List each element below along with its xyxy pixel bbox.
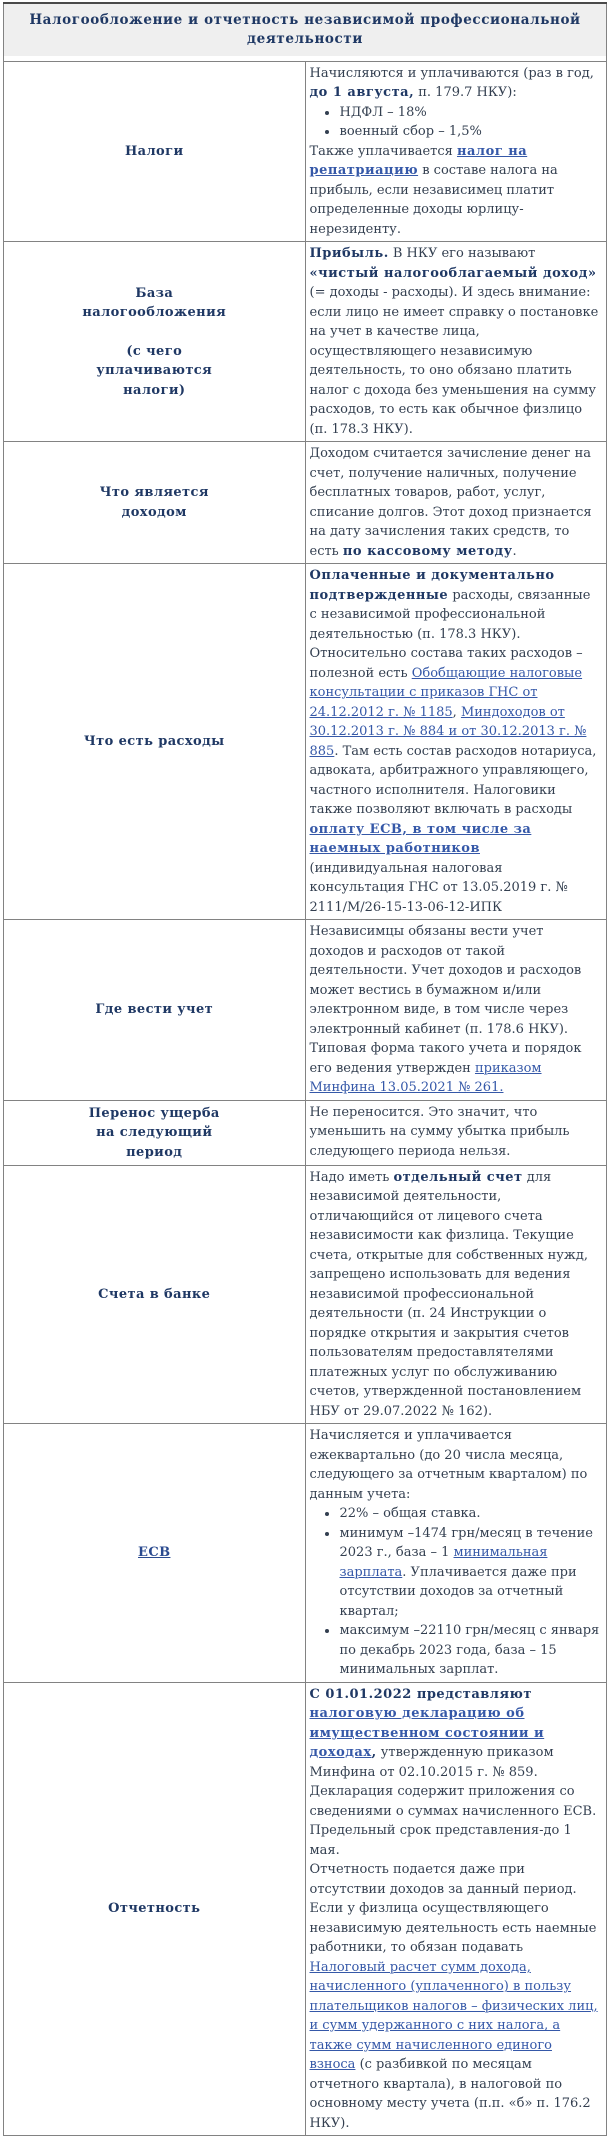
bullet-list xyxy=(310,1504,602,1680)
text: в составе налога на прибыль, если независимец платит определенные доходы юрлицу-нерезиденту. xyxy=(309,163,558,237)
title-cell xyxy=(4,3,607,61)
row-header-rashody xyxy=(4,564,306,920)
text: Если у физлица осуществляющего независимую деятельность есть наемные работники, то обязан подавать xyxy=(309,1901,597,1956)
row-content-otchet xyxy=(305,1682,607,2136)
row-header-esv xyxy=(4,1424,306,1683)
table-row-nalogi xyxy=(4,61,607,242)
paragraph xyxy=(310,244,602,439)
text: Независимцы обязаны вести учет доходов и расходов от такой деятельности. Учет доходов и расходов может вестись в бумажном и/или электронном виде, в том числе через электронный кабинет (п. 178.6 НКУ). Типовая форма такого учета и порядок его ведения утвержден xyxy=(309,924,582,1076)
link-minfin-order-261[interactable]: приказом Минфина 13.05.2021 № 261. xyxy=(309,1060,542,1096)
bold-text: отдельный счет xyxy=(393,1169,523,1185)
document-page xyxy=(3,2,607,2136)
text: Начисляются и уплачиваются (раз в год, xyxy=(309,65,594,81)
bold-text: Прибыль. xyxy=(309,246,389,262)
text: Также уплачивается xyxy=(309,143,457,159)
text: (с разбивкой по месяцам отчетного квартала), в налоговой по основному месту учета (п.п. «б» п. 176.2 НКУ). xyxy=(309,2057,591,2131)
text: Отчетность подается даже при отсутствии доходов за данный период. xyxy=(309,1862,577,1897)
table-row-baza xyxy=(4,242,607,442)
bullet-item xyxy=(339,103,602,123)
row-header-scheta xyxy=(4,1165,306,1424)
table-row-dohod xyxy=(4,442,607,564)
row-content-scheta xyxy=(305,1165,607,1424)
row-header-dohod xyxy=(4,442,306,564)
text: расходы, связанные с независимой профессиональной деятельностью (п. 178.3 НКУ). Относительно состава таких расходов – полезной есть xyxy=(309,587,591,681)
text: 22% – общая ставка. xyxy=(339,1506,481,1522)
header-line: Где вести учет xyxy=(95,1002,214,1018)
link-repatriation-tax[interactable]: налог на репатриацию xyxy=(309,143,528,179)
table-row-uchet xyxy=(4,920,607,1101)
header-line: доходом xyxy=(121,504,187,520)
row-content-baza xyxy=(305,242,607,442)
text: Надо иметь xyxy=(309,1169,394,1185)
link-esv-payment-expenses[interactable]: оплату ЕСВ, в том числе за наемных работников xyxy=(309,821,532,857)
text: Начисляется и уплачивается ежеквартально (до 20 числа месяца, следующего за отчетным кварталом) по данным учета: xyxy=(309,1428,588,1502)
text: , xyxy=(452,704,461,720)
header-line-gap xyxy=(7,323,302,342)
text: (индивидуальная налоговая консультация ГНС от 13.05.2019 г. № 2111/М/26-15-13-06-12-ИПК xyxy=(309,860,568,915)
row-header-perenos xyxy=(4,1100,306,1165)
text: максимум –22110 грн/месяц с января по декабрь 2023 года, база – 15 минимальных зарплат. xyxy=(339,1623,600,1678)
text: В НКУ его называют xyxy=(388,246,536,262)
bullet-item xyxy=(339,1524,602,1622)
bold-text: Оплаченные и документально подтвержденные xyxy=(309,568,555,603)
header-line: Перенос ущерба xyxy=(88,1105,220,1121)
row-content-dohod xyxy=(305,442,607,564)
bold-text: до 1 августа, xyxy=(309,85,415,101)
paragraph xyxy=(310,1860,602,1899)
header-line: налогообложения xyxy=(82,305,227,321)
text: . Там есть состав расходов нотариуса, адвоката, арбитражного управляющего, частного исполнителя. Налоговики также позволяют включать в расходы xyxy=(309,743,597,818)
paragraph xyxy=(310,142,602,240)
paragraph xyxy=(310,566,602,917)
table-row-rashody xyxy=(4,564,607,920)
bold-text: «чистый налогооблагаемый доход» xyxy=(309,265,597,281)
header-line: период xyxy=(126,1144,183,1160)
bold-text: по кассовому методу xyxy=(342,543,513,559)
header-line: ЕСВ xyxy=(138,1545,171,1561)
table-row-otchet xyxy=(4,1682,607,2136)
link-gns-order-1185[interactable]: Обобщающие налоговые консультации с приказов ГНС от 24.12.2012 г. № 1185 xyxy=(309,665,583,720)
paragraph xyxy=(310,1685,602,1861)
paragraph xyxy=(310,1426,602,1504)
table-body xyxy=(4,3,607,2136)
paragraph xyxy=(310,444,602,561)
title-row xyxy=(4,3,607,61)
text: (= доходы - расходы). И здесь внимание: если лицо не имеет справку о постановке на учет в качестве лица, осуществляющего независимую деятельность, то оно обязано платить налог с дохода без уменьшения на сумму расходов, то есть как обычное физлицо (п. 178.3 НКУ). xyxy=(309,285,599,437)
table-row-esv xyxy=(4,1424,607,1683)
text: . xyxy=(512,543,517,559)
bullet-item xyxy=(339,122,602,142)
header-line: Отчетность xyxy=(108,1901,201,1917)
bullet-item xyxy=(339,1621,602,1680)
text: п. 179.7 НКУ): xyxy=(414,85,517,101)
paragraph xyxy=(310,1899,602,2133)
row-content-rashody xyxy=(305,564,607,920)
row-header-baza xyxy=(4,242,306,442)
header-line: Счета в банке xyxy=(98,1286,211,1302)
bullet-list xyxy=(310,103,602,142)
text: НДФЛ – 18% xyxy=(339,104,427,120)
table-row-perenos xyxy=(4,1100,607,1165)
text: . Уплачивается даже при отсутствии доходов за отчетный квартал; xyxy=(339,1564,577,1619)
page-title: Налогообложение и отчетность независимой профессиональной деятельности xyxy=(4,4,606,56)
row-header-uchet xyxy=(4,920,306,1101)
table-row-scheta xyxy=(4,1165,607,1424)
row-header-otchet xyxy=(4,1682,306,2136)
bold-text: , xyxy=(371,1745,377,1761)
text: утвержденную приказом Минфина от 02.10.2015 г. № 859. Декларация содержит приложения со сведениями о суммах начисленного ЕСВ. Предельный срок представления-до 1 мая. xyxy=(309,1745,597,1858)
tax-reference-table xyxy=(3,2,607,2136)
row-content-esv xyxy=(305,1424,607,1683)
text: Не переносится. Это значит, что уменьшить на сумму убытка прибыль следующего периода нельзя. xyxy=(309,1104,570,1159)
row-header-nalogi xyxy=(4,61,306,242)
paragraph xyxy=(310,64,602,103)
text: для независимой деятельности, отличающийся от лицевого счета независимости как физлица. Текущие счета, открытые для собственных нужд, запрещено использовать для ведения независимой профессиональной деятельности (п. 24 Инструкции о порядке открытия и закрытия счетов пользователям предоставлятелями платежных услуг по обслуживанию счетов, утвержденной постановлением НБУ от 29.07.2022 № 162). xyxy=(309,1169,589,1419)
bold-text: С 01.01.2022 представляют xyxy=(309,1686,532,1702)
header-line: на следующий xyxy=(96,1125,213,1141)
link-minimal-wage[interactable]: минимальная зарплата xyxy=(339,1545,548,1580)
header-line: уплачиваются xyxy=(96,363,213,379)
text: минимум –1474 грн/месяц в течение 2023 г., база – 1 xyxy=(339,1525,593,1561)
header-line: (с чего xyxy=(126,343,183,359)
row-content-perenos xyxy=(305,1100,607,1165)
bullet-item xyxy=(339,1504,602,1524)
row-content-uchet xyxy=(305,920,607,1101)
link-mindohodov-884-885[interactable]: Миндоходов от 30.12.2013 г. № 884 и от 30.12.2013 г. № 885 xyxy=(309,704,587,759)
paragraph xyxy=(310,1168,602,1422)
text: военный сбор – 1,5% xyxy=(339,124,482,140)
header-line: налоги) xyxy=(123,382,186,398)
paragraph xyxy=(310,1103,602,1162)
link-esv[interactable] xyxy=(7,1543,302,1563)
header-line: Что есть расходы xyxy=(83,734,225,750)
link-tax-calculation[interactable]: Налоговый расчет сумм дохода, начисленного (уплаченного) в пользу плательщиков налогов – физических лиц, и сумм удержанного с них налога, а также сумм начисленного единого взноса xyxy=(309,1959,598,2073)
link-tax-declaration[interactable]: налоговую декларацию об имущественном состоянии и доходах xyxy=(309,1706,545,1761)
header-line: Что является xyxy=(99,485,209,501)
row-content-nalogi xyxy=(305,61,607,242)
header-line: База xyxy=(135,285,174,301)
text: Доходом считается зачисление денег на счет, получение наличных, получение бесплатных товаров, работ, услуг, списание долгов. Этот доход признается на дату зачисления таких средств, то есть xyxy=(309,446,592,559)
paragraph xyxy=(310,922,602,1098)
header-line: Налоги xyxy=(124,143,184,159)
